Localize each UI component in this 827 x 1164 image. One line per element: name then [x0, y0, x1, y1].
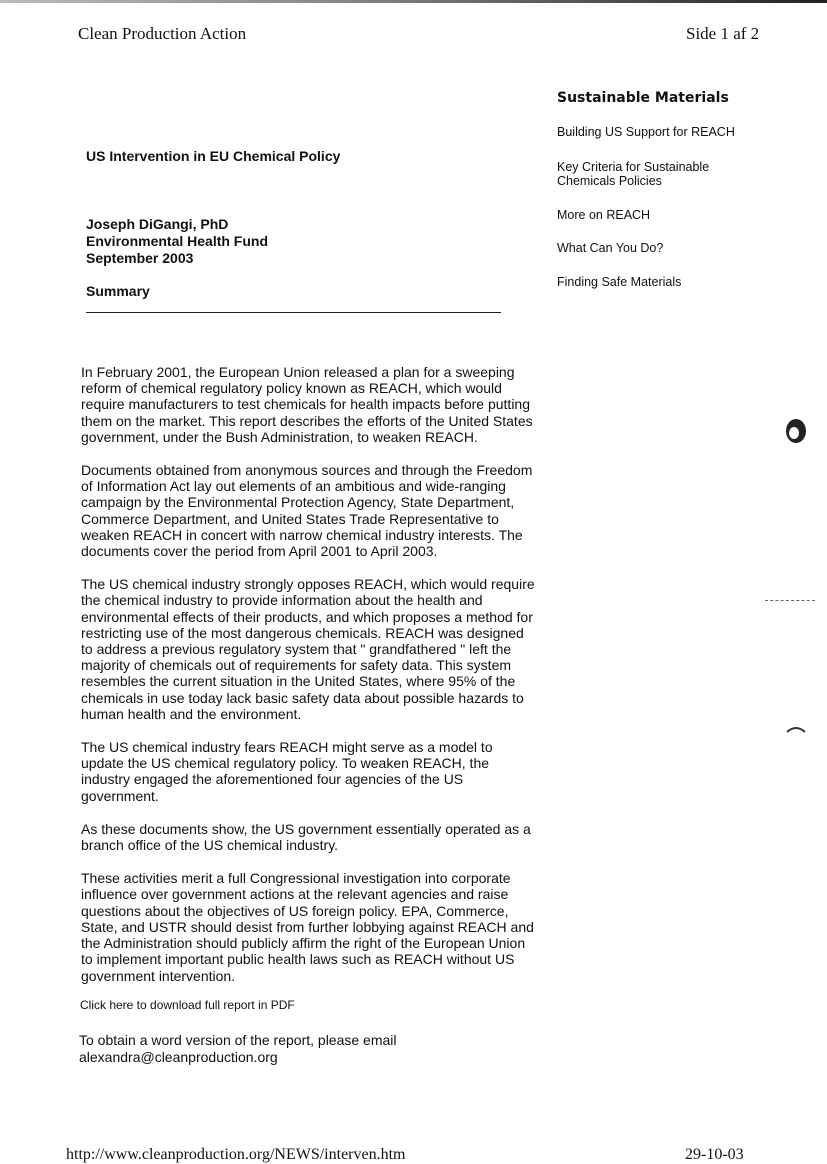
publication-date: September 2003	[86, 250, 194, 266]
paragraph-4: The US chemical industry fears REACH might serve as a model to update the US chemical regulatory policy. To weaken REACH, the industry engaged the aforementioned four agencies of the US government.	[81, 739, 493, 804]
contact-email-link[interactable]: alexandra@cleanproduction.org	[79, 1048, 278, 1065]
sidebar-item-what-can-you-do[interactable]: What Can You Do?	[557, 241, 664, 255]
author-organization: Environmental Health Fund	[86, 233, 269, 249]
sidebar-item-building-us-support[interactable]: Building US Support for REACH	[557, 125, 735, 139]
footer-url: http://www.cleanproduction.org/NEWS/interven.htm	[66, 1146, 406, 1163]
summary-heading: Summary	[86, 283, 150, 299]
sidebar-item-finding-safe-materials[interactable]: Finding Safe Materials	[557, 274, 682, 289]
sidebar-item-key-criteria[interactable]: Key Criteria for Sustainable Chemicals Policies	[557, 159, 710, 188]
paragraph-3: The US chemical industry strongly opposes REACH, which would require the chemical industry to provide information about the health and environmental effects of their products, and which proposes a method for restricting use of the most dangerous chemicals. REACH was designed to address a previous regulatory system that " grandfathered " left the majority of chemicals out of requirements for safety data. This system resembles the current situation in the United States, where 95% of the chemicals in use today lack basic safety data about possible hazards to human health and the environment.	[81, 576, 535, 722]
contact-info	[79, 1032, 499, 1065]
scan-artifact-icon	[783, 416, 809, 446]
contact-instruction: To obtain a word version of the report, please email	[79, 1032, 397, 1048]
paragraph-5: As these documents show, the US government essentially operated as a branch office of the US chemical industry.	[81, 820, 531, 854]
scan-artifact-mark-icon	[786, 724, 806, 734]
footer-print-date: 29-10-03	[685, 1146, 744, 1163]
sidebar	[557, 90, 757, 289]
sidebar-heading: Sustainable Materials	[557, 90, 729, 106]
site-name-header: Clean Production Action	[78, 24, 247, 43]
author-block	[86, 216, 268, 267]
paragraph-6: These activities merit a full Congressional investigation into corporate influence over government actions at the relevant agencies and raise questions about the objectives of US foreign policy. EPA, Commerce, State, and USTR should desist from further lobbying against REACH and the Administration should publicly affirm the right of the European Union to implement important public health laws such as REACH without US government intervention.	[81, 870, 534, 984]
page-indicator: Side 1 af 2	[686, 24, 760, 43]
summary-divider	[86, 312, 501, 313]
top-border-line	[0, 0, 827, 3]
article-body	[81, 364, 537, 1001]
article-title: US Intervention in EU Chemical Policy	[86, 148, 341, 164]
paragraph-2: Documents obtained from anonymous sources and through the Freedom of Information Act lay out elements of an ambitious and wide-ranging campaign by the Environmental Protection Agency, State Department, Commerce Department, and United States Trade Representative to weaken REACH in concert with narrow chemical industry interests. The documents cover the period from April 2001 to April 2003.	[81, 462, 533, 560]
scan-artifact-line	[765, 600, 815, 601]
author-name: Joseph DiGangi, PhD	[86, 216, 229, 232]
paragraph-1: In February 2001, the European Union released a plan for a sweeping reform of chemical regulatory policy known as REACH, which would require manufacturers to test chemicals for health impacts before putting them on the market. This report describes the efforts of the United States government, under the Bush Administration, to weaken REACH.	[81, 364, 533, 445]
sidebar-item-more-on-reach[interactable]: More on REACH	[557, 207, 651, 222]
download-pdf-link[interactable]: Click here to download full report in PDF	[80, 998, 295, 1012]
